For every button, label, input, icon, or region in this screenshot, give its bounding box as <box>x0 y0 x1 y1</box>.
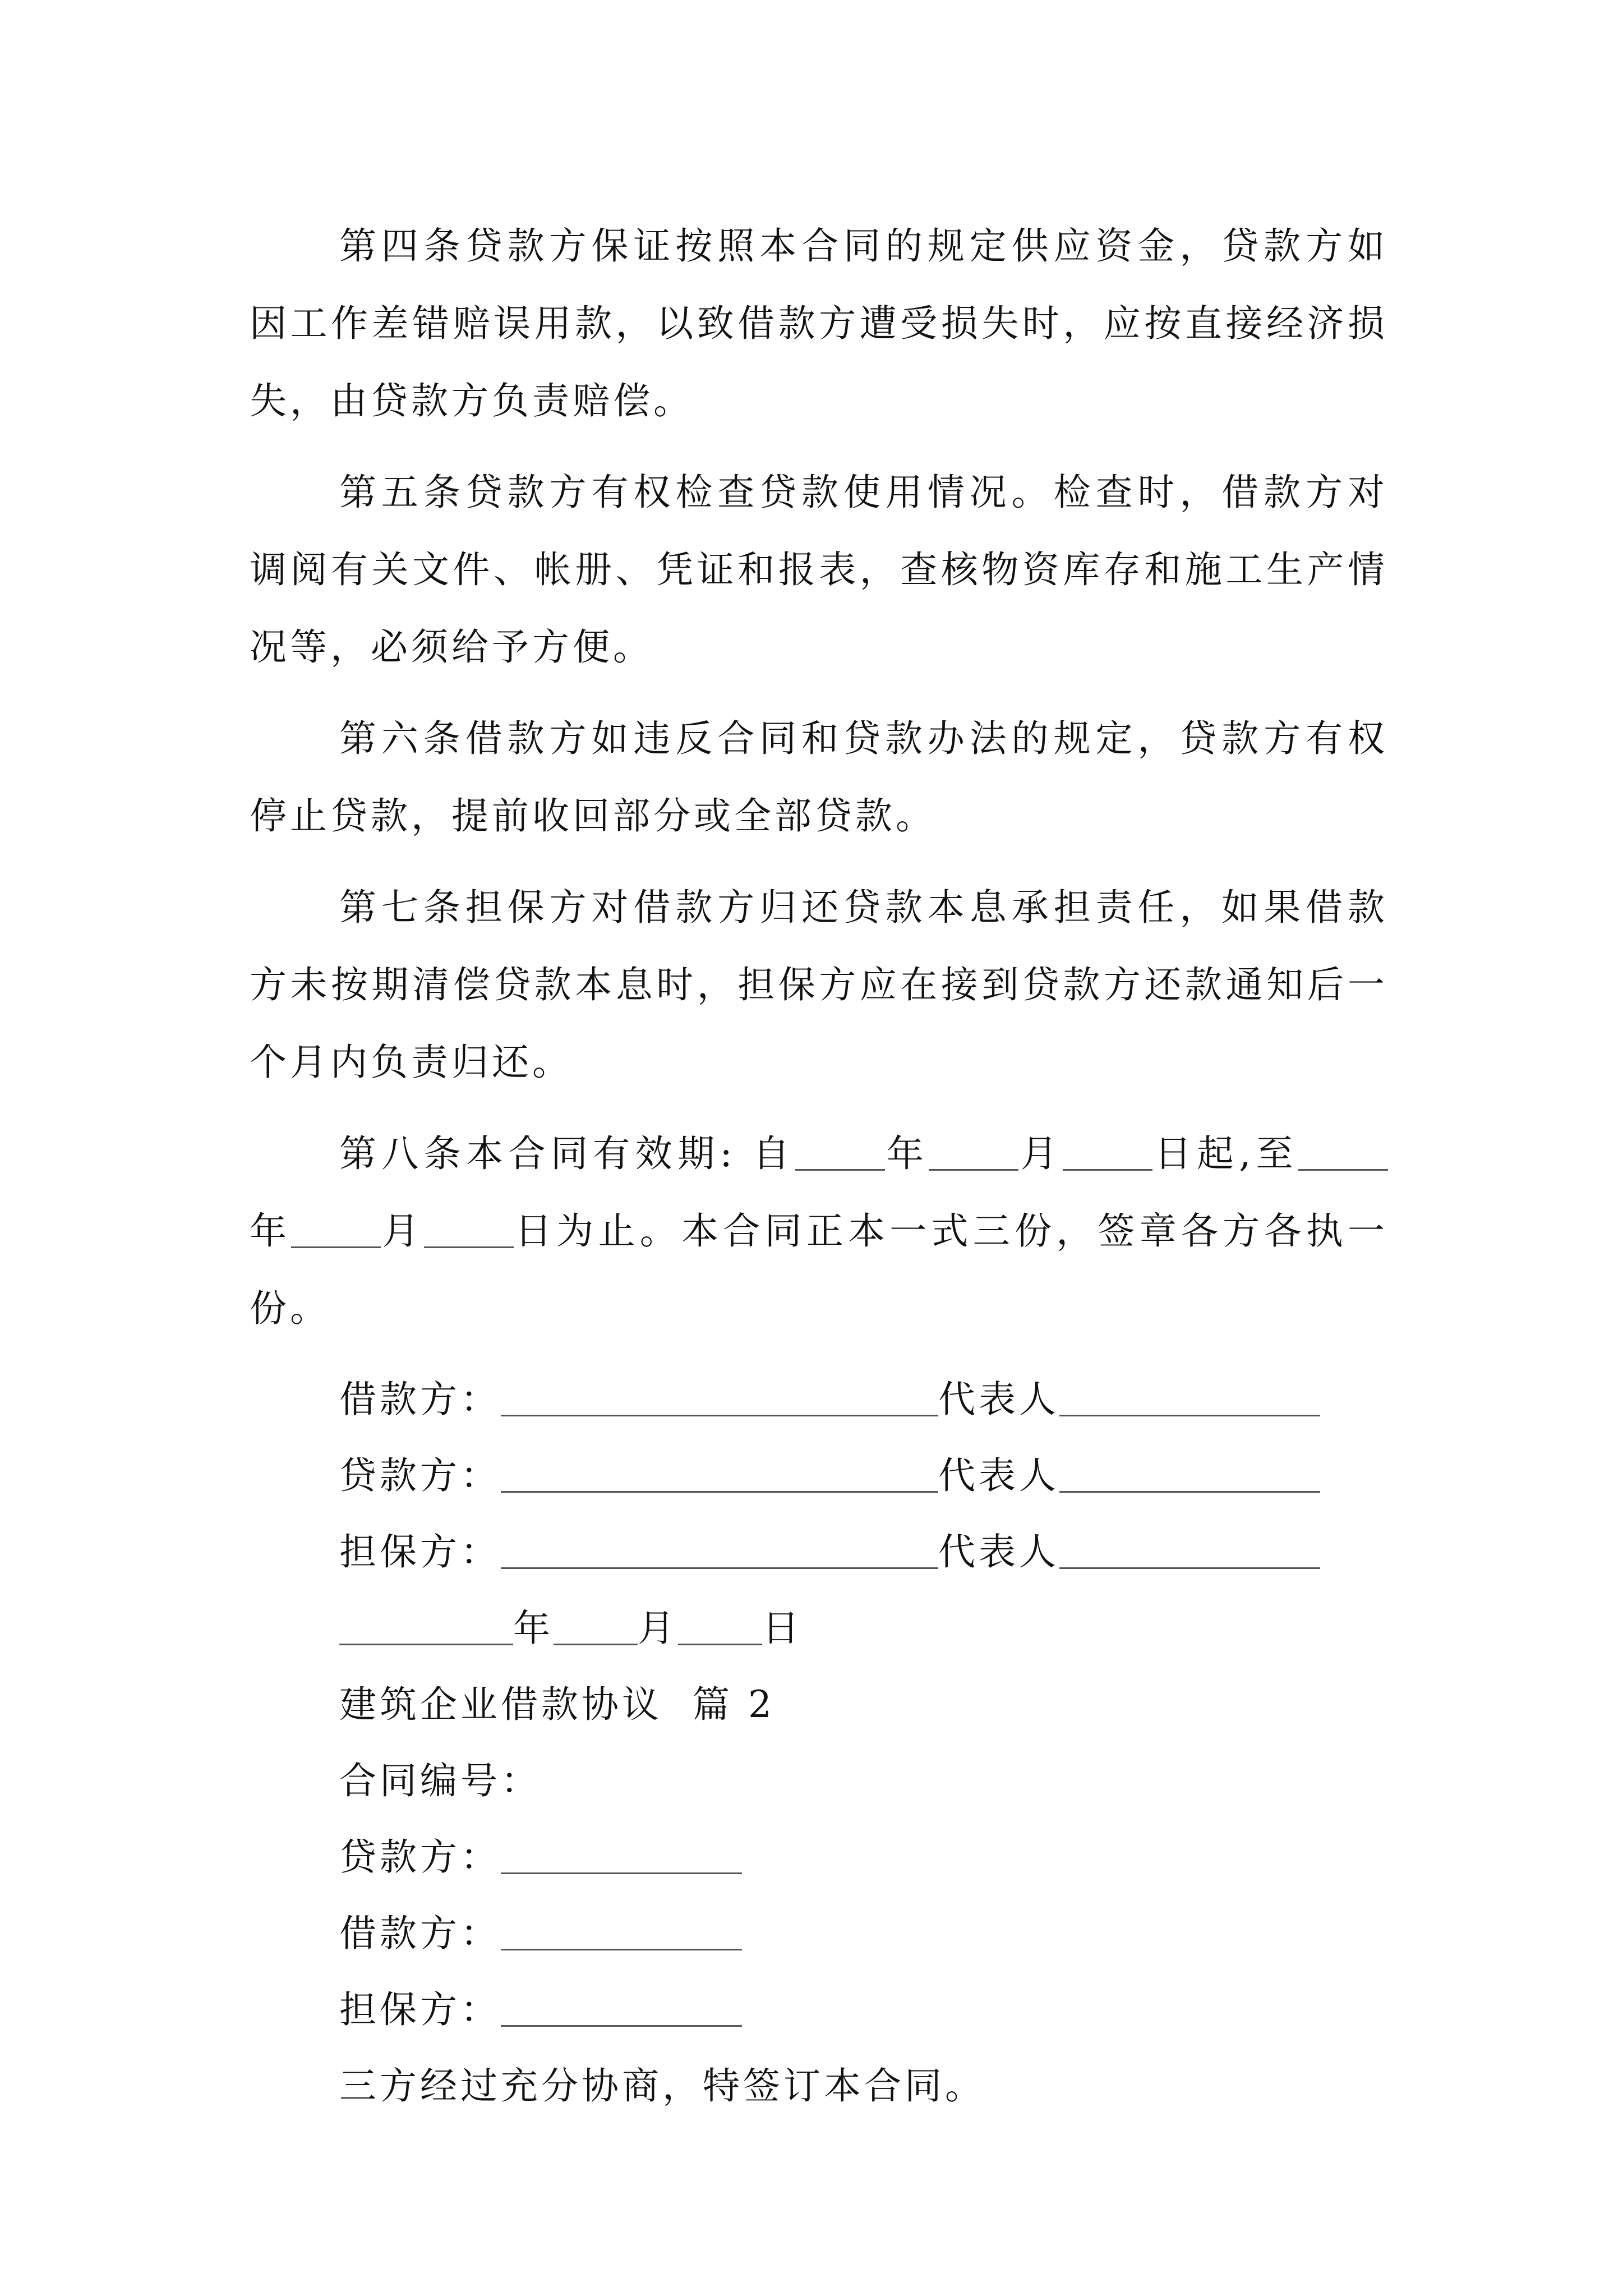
signature-label: 借款方： <box>339 1378 501 1421</box>
signature-label: 贷款方： <box>339 1454 501 1497</box>
heading-text: 建筑企业借款协议 篇 2 <box>339 1683 775 1726</box>
representative-blank <box>1059 1375 1320 1416</box>
party-label: 借款方： <box>339 1912 501 1955</box>
signature-blank <box>501 1375 938 1416</box>
party-line-lender <box>250 1819 1388 1895</box>
closing-line <box>250 2048 1388 2124</box>
party-blank <box>501 1986 742 2027</box>
representative-label: 代表人 <box>938 1454 1059 1497</box>
blank-month-to <box>291 1207 381 1248</box>
representative-label: 代表人 <box>938 1378 1059 1421</box>
article-8-day-from: 日起,至 <box>1152 1132 1299 1175</box>
article-8 <box>250 1115 1388 1347</box>
article-8-lead: 第八条本合同有效期: 自 <box>339 1132 795 1175</box>
article-7: 第七条担保方对借款方归还贷款本息承担责任，如果借款方未按期清偿贷款本息时，担保方应在接到贷款方还款通知后一个月内负责归还。 <box>250 886 1388 1084</box>
representative-blank <box>1059 1452 1320 1493</box>
closing-text: 三方经过充分协商，特签订本合同。 <box>339 2064 985 2108</box>
representative-label: 代表人 <box>938 1530 1059 1573</box>
date-line <box>250 1590 1388 1667</box>
article-8-year: 年 <box>884 1132 929 1175</box>
blank-day-to <box>424 1207 514 1248</box>
blank-month <box>554 1604 638 1645</box>
party-line-guarantor <box>250 1972 1388 2048</box>
section-heading <box>250 1667 1388 1743</box>
blank-day <box>678 1604 762 1645</box>
signature-blank <box>501 1452 938 1493</box>
article-6: 第六条借款方如违反合同和贷款办法的规定，贷款方有权停止贷款，提前收回部分或全部贷款。 <box>250 717 1388 838</box>
contract-number-label: 合同编号： <box>339 1759 541 1802</box>
article-8-month: 月 <box>1018 1132 1063 1175</box>
signature-line-borrower <box>250 1361 1388 1438</box>
blank-day-from <box>1063 1130 1152 1171</box>
date-month: 月 <box>638 1607 678 1650</box>
party-label: 贷款方： <box>339 1835 501 1879</box>
signature-blank <box>501 1528 938 1569</box>
blank-year-to <box>1298 1130 1388 1171</box>
article-8-month2: 月 <box>381 1209 424 1253</box>
party-blank <box>501 1833 742 1874</box>
article-8-tail: 日为止。本合同正本一式三份，签章各方各执一份。 <box>250 1209 1388 1330</box>
blank-year <box>339 1604 513 1645</box>
article-4: 第四条贷款方保证按照本合同的规定供应资金，贷款方如因工作差错赔误用款，以致借款方遭受损失时，应按直接经济损失，由贷款方负责赔偿。 <box>250 224 1388 422</box>
signature-line-guarantor <box>250 1514 1388 1590</box>
representative-blank <box>1059 1528 1320 1569</box>
date-day: 日 <box>762 1607 803 1650</box>
signature-label: 担保方： <box>339 1530 501 1573</box>
blank-month-from <box>929 1130 1018 1171</box>
document-body <box>250 208 1388 2124</box>
party-line-borrower <box>250 1895 1388 1972</box>
date-year: 年 <box>513 1607 554 1650</box>
party-blank <box>501 1910 742 1950</box>
blank-year-from <box>795 1130 885 1171</box>
article-8-year2: 年 <box>250 1209 292 1253</box>
contract-number-line <box>250 1743 1388 1819</box>
signature-line-lender <box>250 1438 1388 1514</box>
party-label: 担保方： <box>339 1988 501 2031</box>
article-5: 第五条贷款方有权检查贷款使用情况。检查时，借款方对调阅有关文件、帐册、凭证和报表，查核物资库存和施工生产情况等，必须给予方便。 <box>250 471 1388 669</box>
